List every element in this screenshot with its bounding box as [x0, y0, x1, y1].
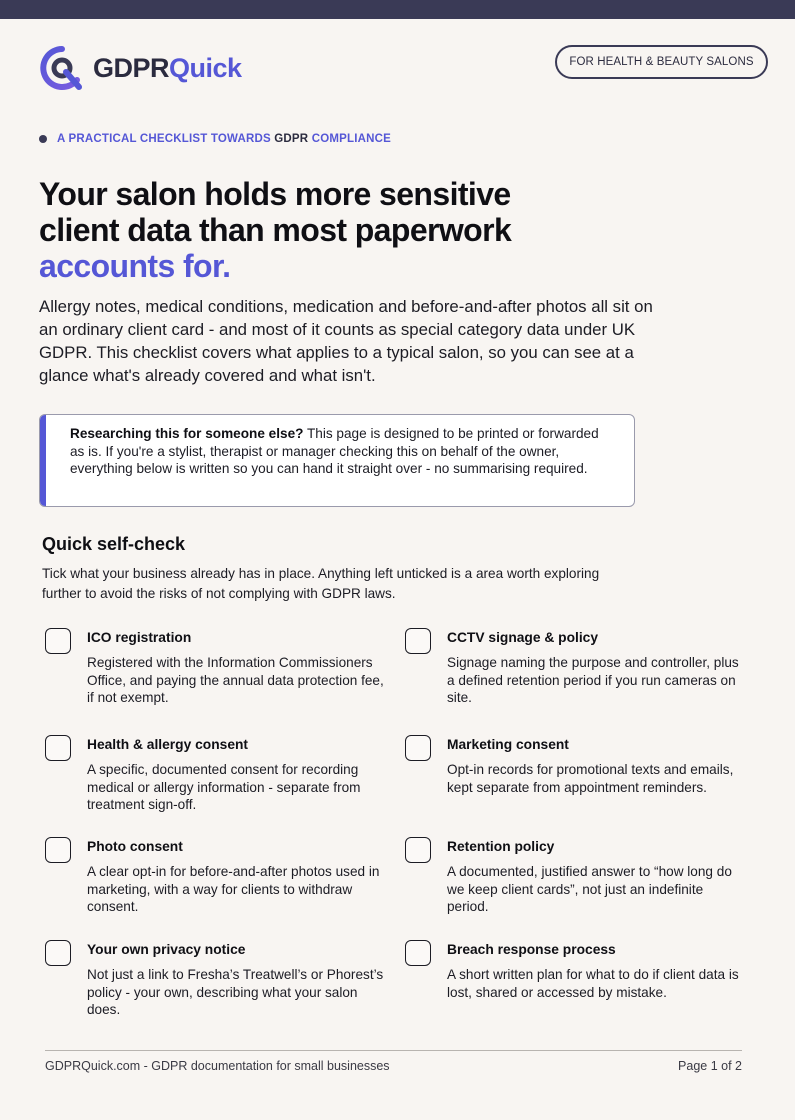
item-title: Health & allergy consent	[87, 737, 249, 752]
callout-text	[70, 425, 600, 478]
page-title	[39, 176, 679, 284]
item-description: A documented, justified answer to “how long do we keep client cards”, not just an indefinite period.	[447, 864, 732, 914]
item-title: Retention policy	[447, 839, 555, 854]
checkbox[interactable]	[45, 837, 71, 863]
bullet-dot-icon	[39, 135, 47, 143]
eyebrow-part3: COMPLIANCE	[308, 133, 391, 145]
page-number: Page 1 of 2	[678, 1059, 742, 1073]
logo	[39, 45, 242, 91]
eyebrow-part1: A PRACTICAL CHECKLIST TOWARDS	[57, 133, 275, 145]
item-title: Breach response process	[447, 942, 616, 957]
item-title: ICO registration	[87, 630, 192, 645]
item-description: A specific, documented consent for recording medical or allergy information - separate from treatment sign-off.	[87, 762, 361, 812]
audience-badge: FOR HEALTH & BEAUTY SALONS	[555, 45, 768, 79]
item-title: Your own privacy notice	[87, 942, 246, 957]
checkbox[interactable]	[405, 940, 431, 966]
item-description: Not just a link to Fresha’s Treatwell’s or Phorest’s policy - your own, describing what your salon does.	[87, 967, 384, 1017]
item-description: Registered with the Information Commissioners Office, and paying the annual data protection fee, if not exempt.	[87, 655, 384, 705]
checkbox[interactable]	[405, 735, 431, 761]
headline-line2: client data than most paperwork	[39, 212, 512, 248]
callout-bold: Researching this for someone else?	[70, 426, 304, 441]
item-description: Opt-in records for promotional texts and emails, kept separate from appointment reminders.	[447, 762, 734, 795]
item-title: Marketing consent	[447, 737, 569, 752]
item-description: A short written plan for what to do if client data is lost, shared or accessed by mistake.	[447, 967, 739, 1000]
headline-line1: Your salon holds more sensitive	[39, 176, 511, 212]
headline-accent: accounts for.	[39, 248, 231, 284]
callout-box	[39, 414, 635, 507]
checkbox[interactable]	[45, 735, 71, 761]
item-description: Signage naming the purpose and controller, plus a defined retention period if you run cameras on site.	[447, 655, 739, 705]
footer-divider	[45, 1050, 742, 1051]
checkbox[interactable]	[405, 837, 431, 863]
item-description: A clear opt-in for before-and-after photos used in marketing, with a way for clients to withdraw consent.	[87, 864, 380, 914]
item-title: CCTV signage & policy	[447, 630, 599, 645]
logo-text-quick: Quick	[169, 52, 242, 83]
intro-paragraph: Allergy notes, medical conditions, medication and before-and-after photos all sit on an ordinary client card - and most of it counts as special category data under UK GDPR. This checklist covers what applies to a typical salon, so you can see at a glance what's already covered and what isn't.	[39, 297, 653, 385]
top-bar	[0, 0, 795, 19]
eyebrow	[39, 133, 391, 145]
callout-body: This page is designed to be printed or forwarded as is. If you're a stylist, therapist or manager checking this on behalf of the owner, everything below is written so you can hand it straight over - no summarising required.	[70, 426, 599, 476]
checkbox[interactable]	[405, 628, 431, 654]
checkbox[interactable]	[45, 940, 71, 966]
logo-q-icon	[39, 45, 85, 91]
eyebrow-part2: GDPR	[274, 133, 309, 145]
footer-text: GDPRQuick.com - GDPR documentation for small businesses	[45, 1059, 390, 1073]
self-check-description: Tick what your business already has in place. Anything left unticked is a area worth exploring further to avoid the risks of not complying with GDPR laws.	[42, 566, 600, 601]
item-title: Photo consent	[87, 839, 183, 854]
logo-text-gdpr: GDPR	[93, 52, 170, 83]
checkbox[interactable]	[45, 628, 71, 654]
callout-accent-bar	[40, 415, 46, 506]
self-check-title: Quick self-check	[42, 534, 186, 554]
